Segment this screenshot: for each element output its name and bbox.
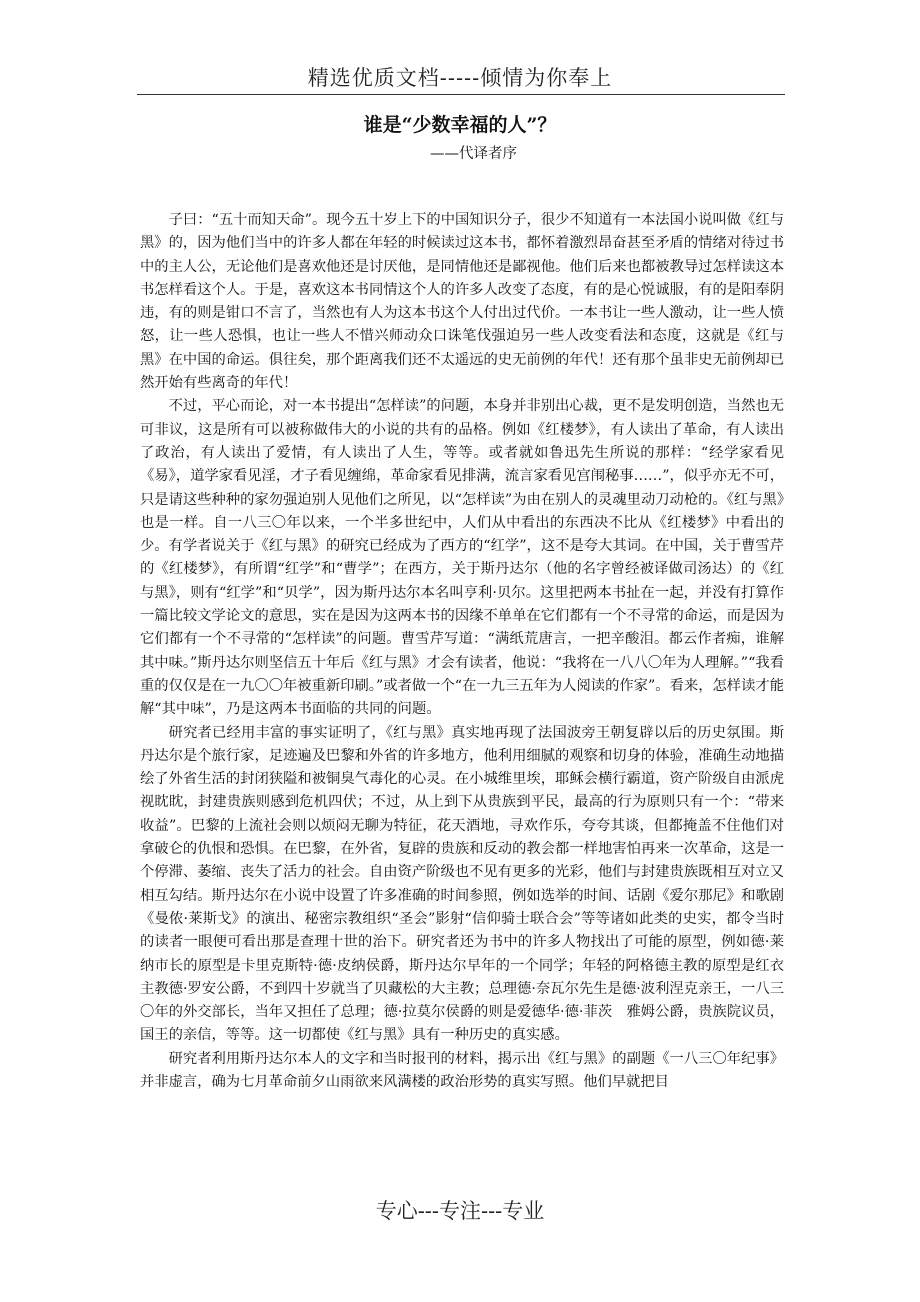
page-header: 精选优质文档-----倾情为你奉上 [307,66,613,90]
document-subtitle: ——代译者序 [430,146,517,162]
paragraph-4: 研究者利用斯丹达尔本人的文字和当时报刊的材料，揭示出《红与黑》的副题《一八三〇年纪事》并非虚言，确为七月革命前夕山雨欲来风满楼的政治形势的真实写照。他们早就把目 [140,1050,784,1090]
document-body [140,209,784,1094]
paragraph-2: 不过，平心而论，对一本书提出“怎样读”的问题，本身并非别出心裁，更不是发明创造，当然也无可非议，这是所有可以被称做伟大的小说的共有的品格。例如《红楼梦》，有人读出了革命，有人读出了政治，有人读出了爱情，有人读出了人生，等等。或者就如鲁迅先生所说的那样：“经学家看见《易》，道学家看见淫，才子看见缠绵，革命家看见排满，流言家看见宫闱秘事……”，似乎亦无不可，只是请这些种种的家勿强迫别人见他们之所见，以“怎样读”为由在别人的灵魂里动刀动枪的。《红与黑》也是一样。自一八三〇年以来，一个半多世纪中，人们从中看出的东西决不比从《红楼梦》中看出的少。有学者说关于《红与黑》的研究已经成为了西方的“红学”，这不是夸大其词。在中国，关于曹雪芹的《红楼梦》，有所谓“红学”和“曹学”；在西方，关于斯丹达尔（他的名字曾经被译做司汤达）的《红与黑》，则有“红学”和“贝学”，因为斯丹达尔本名叫亨利·贝尔。这里把两本书扯在一起，并没有打算作一篇比较文学论文的意思，实在是因为这两本书的因缘不单单在它们都有一个不寻常的命运，而是因为它们都有一个不寻常的“怎样读”的问题。曹雪芹写道：“满纸荒唐言，一把辛酸泪。都云作者痴，谁解其中味。”斯丹达尔则坚信五十年后《红与黑》才会有读者，他说：“我将在一八八〇年为人理解。”“我看重的仅仅是在一九〇〇年被重新印刷。”或者做一个“在一九三五年为人阅读的作家”。看来，怎样读才能解“其中味”，乃是这两本书面临的共同的问题。 [140,398,784,718]
header-rule [137,94,785,95]
paragraph-3: 研究者已经用丰富的事实证明了，《红与黑》真实地再现了法国波旁王朝复辟以后的历史氛围。斯丹达尔是个旅行家，足迹遍及巴黎和外省的许多地方，他利用细腻的观察和切身的体验，准确生动地描绘了外省生活的封闭狭隘和被铜臭气毒化的心灵。在小城维里埃，耶稣会横行霸道，资产阶级自由派虎视眈眈，封建贵族则感到危机四伏；不过，从上到下从贵族到平民，最高的行为原则只有一个：“带来收益”。巴黎的上流社会则以烦闷无聊为特征，花天酒地，寻欢作乐，夸夸其谈，但都掩盖不住他们对拿破仑的仇恨和恐惧。在巴黎，在外省，复辟的贵族和反动的教会都一样地害怕再来一次革命，这是一个停滞、萎缩、丧失了活力的社会。自由资产阶级也不见有更多的光彩，他们与封建贵族既相互对立又相互勾结。斯丹达尔在小说中设置了许多准确的时间参照，例如选举的时间、话剧《爱尔那尼》和歌剧《曼侬·莱斯戈》的演出、秘密宗教组织“圣会”影射“信仰骑士联合会”等等诸如此类的史实，都令当时的读者一眼便可看出那是查理十世的治下。研究者还为书中的许多人物找出了可能的原型，例如德·莱纳市长的原型是卡里克斯特·德·皮纳侯爵，斯丹达尔早年的一个同学；年轻的阿格德主教的原型是红衣主教德·罗安公爵，不到四十岁就当了贝藏松的大主教；总理德·奈瓦尔先生是德·波利涅克亲王，一八三〇年的外交部长，当年又担任了总理；德·拉莫尔侯爵的则是爱德华·德·菲茨 雅姆公爵，贵族院议员，国王的亲信，等等。这一切都使《红与黑》具有一种历史的真实感。 [140,724,784,1044]
page-footer: 专心---专注---专业 [375,1199,545,1223]
document-title: 谁是“少数幸福的人”？ [363,114,557,136]
paragraph-1: 子曰：“五十而知天命”。现今五十岁上下的中国知识分子，很少不知道有一本法国小说叫做《红与黑》的，因为他们当中的许多人都在年轻的时候读过这本书，都怀着激烈昂奋甚至矛盾的情绪对待过书中的主人公，无论他们是喜欢他还是讨厌他，是同情他还是鄙视他。他们后来也都被教导过怎样读这本书怎样看这个人。于是，喜欢这本书同情这个人的许多人改变了态度，有的是心悦诚服，有的是阳奉阴违，有的则是钳口不言了，当然也有人为这本书这个人付出过代价。一本书让一些人激动，让一些人愤怒，让一些人恐惧，也让一些人不惜兴师动众口诛笔伐强迫另一些人改变看法和态度，这就是《红与黑》在中国的命运。俱往矣，那个距离我们还不太遥远的史无前例的年代！还有那个虽非史无前例却已然开始有些离奇的年代！ [140,212,784,392]
